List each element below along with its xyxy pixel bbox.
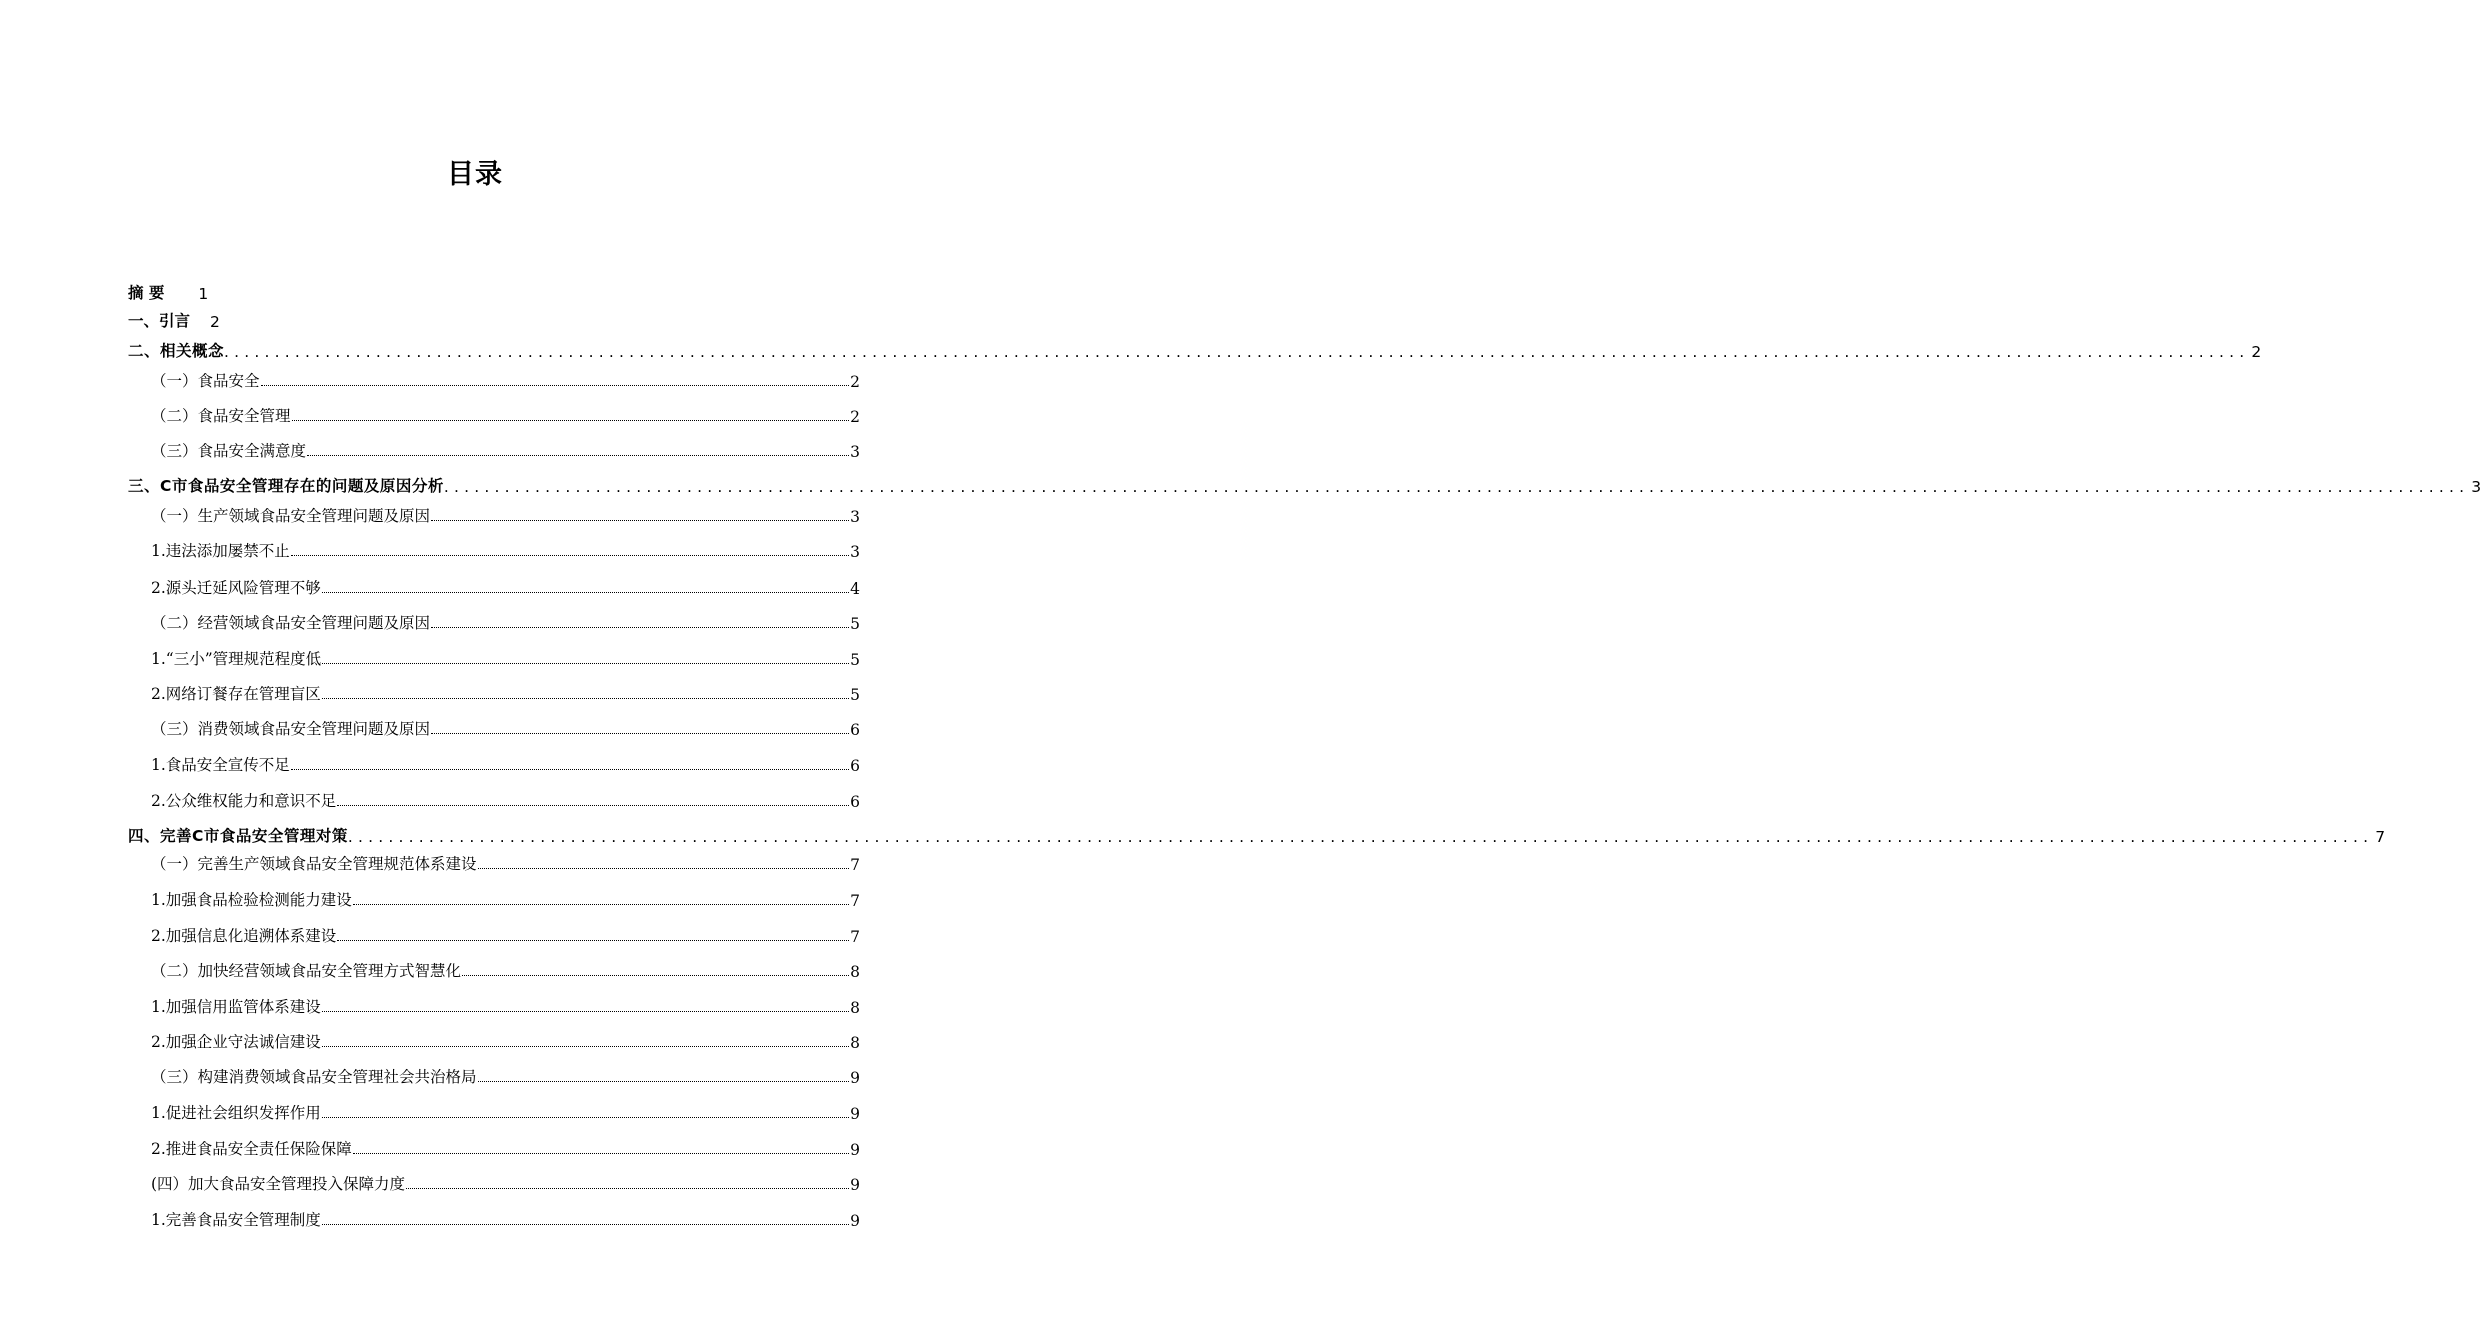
- toc-entry-label: 2.公众维权能力和意识不足: [151, 792, 337, 810]
- dot-leader: [431, 520, 849, 521]
- toc-entry-page: 9: [850, 1141, 860, 1159]
- toc-entry-page: 2: [850, 373, 860, 391]
- toc-entry-label: （二）经营领域食品安全管理问题及原因: [151, 614, 431, 632]
- toc-entry-page: 9: [850, 1176, 860, 1194]
- toc-entry-label: （一）完善生产领域食品安全管理规范体系建设: [151, 855, 477, 873]
- toc-entry-label: （三）消费领域食品安全管理问题及原因: [151, 720, 431, 738]
- dot-leader: [478, 868, 850, 869]
- toc-entry[interactable]: [151, 711, 860, 739]
- dot-leader: [322, 592, 849, 593]
- toc-entry[interactable]: [151, 533, 860, 561]
- toc-entry-label: 1.违法添加屡禁不止: [151, 542, 290, 560]
- toc-entry-label: 2.加强企业守法诚信建设: [151, 1033, 321, 1051]
- toc-entry[interactable]: [151, 918, 860, 946]
- toc-entry-label: （二）食品安全管理: [151, 407, 291, 425]
- toc-entry-page: 9: [850, 1069, 860, 1087]
- toc-entry-label: （三）构建消费领域食品安全管理社会共治格局: [151, 1068, 477, 1086]
- dot-leader: [337, 940, 849, 941]
- toc-entry-page: 8: [850, 999, 860, 1017]
- toc-entry-label: （二）加快经营领域食品安全管理方式智慧化: [151, 962, 462, 980]
- toc-entry[interactable]: [151, 1131, 860, 1159]
- dot-leader: [291, 555, 849, 556]
- toc-entry[interactable]: [151, 498, 860, 526]
- toc-entry[interactable]: [151, 398, 860, 426]
- toc-entry-label: 四、完善C市食品安全管理对策: [128, 827, 348, 845]
- toc-entry-label: 2.加强信息化追溯体系建设: [151, 927, 337, 945]
- toc-entry-label: 摘 要: [128, 284, 165, 302]
- dot-leader: [322, 663, 849, 664]
- toc-entry-label: 1.促进社会组织发挥作用: [151, 1104, 321, 1122]
- toc-entry-label: 一、引言: [128, 312, 191, 330]
- toc-entry[interactable]: [151, 1202, 860, 1230]
- toc-entry-page: 6: [850, 757, 860, 775]
- toc-entry-label: 1.食品安全宣传不足: [151, 756, 290, 774]
- toc-entry-label: 1.“三小”管理规范程度低: [151, 650, 322, 668]
- toc-entry[interactable]: [151, 747, 860, 775]
- dot-leader: [322, 1117, 849, 1118]
- dot-leader: [462, 975, 849, 976]
- dot-leader: [322, 1046, 849, 1047]
- toc-entry[interactable]: [151, 676, 860, 704]
- toc-entry-page: 6: [850, 793, 860, 811]
- toc-entry[interactable]: [151, 783, 860, 811]
- toc-entry[interactable]: [151, 1166, 860, 1194]
- toc-entry-page: 5: [850, 686, 860, 704]
- dot-leader: [322, 1011, 849, 1012]
- dot-leader: [322, 698, 849, 699]
- toc-entry-label: (四）加大食品安全管理投入保障力度: [151, 1175, 406, 1193]
- toc-entry-label: 2.网络订餐存在管理盲区: [151, 685, 321, 703]
- toc-entry[interactable]: [151, 363, 860, 391]
- dot-leader: [478, 1081, 850, 1082]
- toc-entry-page: 6: [850, 721, 860, 739]
- toc-entry[interactable]: [128, 818, 2386, 846]
- toc-entry-page: 3: [850, 508, 860, 526]
- toc-entry[interactable]: [151, 1059, 860, 1087]
- toc-entry-page: 2: [210, 313, 220, 331]
- toc-entry-page: 7: [850, 928, 860, 946]
- toc-entry[interactable]: [128, 275, 208, 303]
- toc-entry-page: 7: [850, 856, 860, 874]
- toc-entry[interactable]: [151, 882, 860, 910]
- dot-leader: [337, 805, 849, 806]
- toc-entry[interactable]: [151, 846, 860, 874]
- toc-entry-label: 1.加强信用监管体系建设: [151, 998, 321, 1016]
- toc-entry-page: 8: [850, 1034, 860, 1052]
- toc-entry-label: 2.源头迁延风险管理不够: [151, 579, 321, 597]
- toc-entry-label: 2.推进食品安全责任保险保障: [151, 1140, 352, 1158]
- toc-entry-page: 9: [850, 1105, 860, 1123]
- toc-entry-page: 3: [2471, 478, 2482, 496]
- toc-entry-page: 3: [850, 543, 860, 561]
- toc-entry[interactable]: [128, 468, 2482, 496]
- dot-leader: ........................................................................................................................................................................................................: [443, 478, 2470, 496]
- toc-entry-page: 4: [850, 580, 860, 598]
- dot-leader: ........................................................................................................................................................................................................: [224, 343, 2250, 361]
- toc-entry[interactable]: [151, 641, 860, 669]
- dot-leader: ........................................................................................................................................................................................................: [347, 828, 2374, 846]
- toc-entry-label: 1.完善食品安全管理制度: [151, 1211, 321, 1229]
- dot-leader: [292, 420, 850, 421]
- toc-entry-label: 二、相关概念: [128, 342, 225, 360]
- toc-entry-page: 9: [850, 1212, 860, 1230]
- toc-entry-label: （一）食品安全: [151, 372, 260, 390]
- toc-entry-page: 7: [850, 892, 860, 910]
- dot-leader: [291, 769, 849, 770]
- toc-entry[interactable]: [151, 1095, 860, 1123]
- toc-entry-page: 3: [850, 443, 860, 461]
- toc-entry-page: 2: [850, 408, 860, 426]
- toc-entry-label: 1.加强食品检验检测能力建设: [151, 891, 352, 909]
- toc-entry-page: 5: [850, 615, 860, 633]
- toc-entry-page: 8: [850, 963, 860, 981]
- dot-leader: [431, 733, 849, 734]
- toc-entry-label: （一）生产领域食品安全管理问题及原因: [151, 507, 431, 525]
- toc-entry[interactable]: [128, 303, 220, 331]
- toc-entry-label: （三）食品安全满意度: [151, 442, 307, 460]
- dot-leader: [261, 385, 850, 386]
- dot-leader: [322, 1224, 849, 1225]
- toc-entry[interactable]: [151, 989, 860, 1017]
- dot-leader: [406, 1188, 849, 1189]
- toc-title: 目录: [447, 159, 503, 190]
- toc-entry[interactable]: [151, 1024, 860, 1052]
- toc-entry[interactable]: [151, 433, 860, 461]
- dot-leader: [353, 904, 849, 905]
- toc-entry-page: 1: [198, 285, 209, 303]
- toc-entry[interactable]: [151, 605, 860, 633]
- dot-leader: [307, 455, 849, 456]
- dot-leader: [431, 627, 849, 628]
- toc-entry-label: 三、C市食品安全管理存在的问题及原因分析: [128, 477, 444, 495]
- toc-entry[interactable]: [151, 570, 860, 598]
- toc-entry[interactable]: [151, 953, 860, 981]
- dot-leader: [353, 1153, 849, 1154]
- toc-entry-page: 7: [2375, 828, 2386, 846]
- toc-entry-page: 5: [850, 651, 860, 669]
- toc-entry-page: 2: [2251, 343, 2262, 361]
- toc-entry[interactable]: [128, 333, 2262, 361]
